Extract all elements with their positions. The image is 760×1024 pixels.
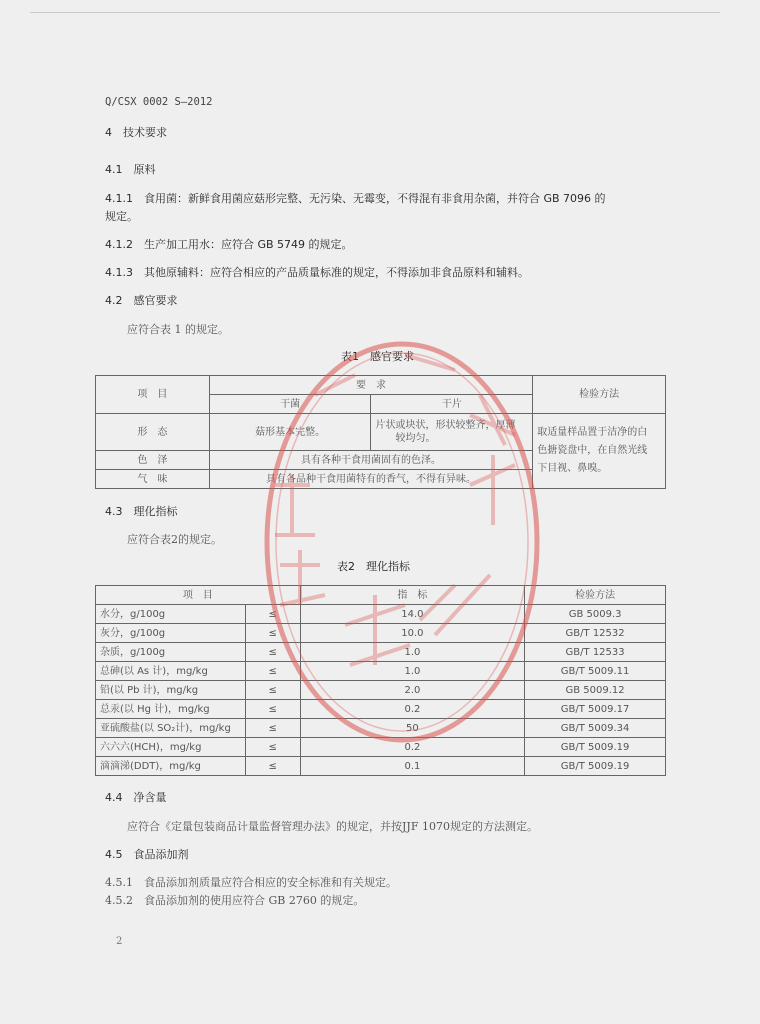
section-4-1-2: 4.1.2 生产加工用水：应符合 GB 5749 的规定。 bbox=[105, 238, 353, 251]
t2-header-item: 项 目 bbox=[96, 586, 301, 605]
page-number: 2 bbox=[116, 936, 123, 947]
t2-value-cell: 0.2 bbox=[300, 700, 525, 719]
t2-item-cell: 滴滴涕(DDT)，mg/kg bbox=[96, 757, 246, 776]
t1-slice-line1: 片状或块状，形状较整齐，厚薄 bbox=[375, 420, 516, 431]
t2-operator-cell: ≤ bbox=[245, 757, 300, 776]
t2-method-cell: GB/T 12532 bbox=[525, 624, 666, 643]
t2-method-cell: GB/T 12533 bbox=[525, 643, 666, 662]
t2-operator-cell: ≤ bbox=[245, 738, 300, 757]
section-4-4-body: 应符合《定量包装商品计量监督管理办法》的规定，并按JJF 1070规定的方法测定。 bbox=[127, 820, 538, 833]
section-4-heading: 4 技术要求 bbox=[105, 126, 167, 139]
t2-value-cell: 1.0 bbox=[300, 643, 525, 662]
t1-row-shape-slice bbox=[371, 414, 533, 451]
t1-header-item: 项 目 bbox=[96, 376, 210, 414]
t1-row-shape-dry: 菇形基本完整。 bbox=[209, 414, 371, 451]
table-row bbox=[96, 757, 666, 776]
physchem-table bbox=[95, 585, 666, 776]
t2-header-method: 检验方法 bbox=[525, 586, 666, 605]
t1-method-cell bbox=[533, 414, 666, 489]
t2-value-cell: 1.0 bbox=[300, 662, 525, 681]
t1-method-line3: 下目视、鼻嗅。 bbox=[537, 463, 608, 474]
t2-method-cell: GB/T 5009.17 bbox=[525, 700, 666, 719]
t2-item-cell: 六六六(HCH)，mg/kg bbox=[96, 738, 246, 757]
t1-header-requirement: 要 求 bbox=[209, 376, 532, 395]
table-row bbox=[96, 719, 666, 738]
t1-row-color-label: 色 泽 bbox=[96, 451, 210, 470]
t1-slice-line2: 较均匀。 bbox=[395, 433, 436, 444]
t2-method-cell: GB 5009.3 bbox=[525, 605, 666, 624]
t1-row-shape-label: 形 态 bbox=[96, 414, 210, 451]
t2-method-cell: GB 5009.12 bbox=[525, 681, 666, 700]
t2-operator-cell: ≤ bbox=[245, 624, 300, 643]
t2-item-cell: 铅(以 Pb 计)，mg/kg bbox=[96, 681, 246, 700]
t2-value-cell: 0.2 bbox=[300, 738, 525, 757]
sensory-table bbox=[95, 375, 666, 489]
t2-item-cell: 总汞(以 Hg 计)，mg/kg bbox=[96, 700, 246, 719]
t1-method-line1: 取适量样品置于洁净的白 bbox=[537, 427, 648, 438]
t1-row-smell-label: 气 味 bbox=[96, 470, 210, 489]
t1-header-slice: 干片 bbox=[371, 395, 533, 414]
t1-header-method: 检验方法 bbox=[533, 376, 666, 414]
t2-value-cell: 0.1 bbox=[300, 757, 525, 776]
t2-item-cell: 亚硫酸盐(以 SO₂计)，mg/kg bbox=[96, 719, 246, 738]
section-4-1-1-line1: 4.1.1 食用菌：新鲜食用菌应菇形完整、无污染、无霉变，不得混有非食用杂菌，并符合 GB 7096 的 bbox=[105, 192, 606, 205]
top-rule bbox=[30, 12, 720, 13]
t2-method-cell: GB/T 5009.19 bbox=[525, 757, 666, 776]
table-row bbox=[96, 662, 666, 681]
section-4-2-heading: 4.2 感官要求 bbox=[105, 294, 178, 307]
t2-operator-cell: ≤ bbox=[245, 681, 300, 700]
t2-method-cell: GB/T 5009.11 bbox=[525, 662, 666, 681]
t1-row-smell-req: 具有各品种干食用菌特有的香气，不得有异味。 bbox=[209, 470, 532, 489]
t2-value-cell: 2.0 bbox=[300, 681, 525, 700]
t2-value-cell: 10.0 bbox=[300, 624, 525, 643]
section-4-5-heading: 4.5 食品添加剂 bbox=[105, 848, 189, 861]
section-4-5-1: 4.5.1 食品添加剂质量应符合相应的安全标准和有关规定。 bbox=[105, 876, 397, 889]
section-4-1-3: 4.1.3 其他原辅料：应符合相应的产品质量标准的规定，不得添加非食品原料和辅料。 bbox=[105, 266, 529, 279]
t2-item-cell: 总砷(以 As 计)，mg/kg bbox=[96, 662, 246, 681]
t2-operator-cell: ≤ bbox=[245, 605, 300, 624]
standard-code: Q/CSX 0002 S—2012 bbox=[105, 96, 213, 108]
t2-item-cell: 灰分，g/100g bbox=[96, 624, 246, 643]
t2-body bbox=[96, 605, 666, 776]
t2-method-cell: GB/T 5009.19 bbox=[525, 738, 666, 757]
t2-operator-cell: ≤ bbox=[245, 719, 300, 738]
t2-item-cell: 杂质，g/100g bbox=[96, 643, 246, 662]
t2-item-cell: 水分，g/100g bbox=[96, 605, 246, 624]
table-row bbox=[96, 624, 666, 643]
section-4-4-heading: 4.4 净含量 bbox=[105, 791, 167, 804]
section-4-1-1-line2: 规定。 bbox=[105, 210, 138, 223]
section-4-3-body: 应符合表2的规定。 bbox=[127, 533, 222, 546]
table-row bbox=[96, 605, 666, 624]
table-row bbox=[96, 643, 666, 662]
section-4-5-2: 4.5.2 食品添加剂的使用应符合 GB 2760 的规定。 bbox=[105, 894, 365, 907]
t2-value-cell: 50 bbox=[300, 719, 525, 738]
t2-value-cell: 14.0 bbox=[300, 605, 525, 624]
section-4-3-heading: 4.3 理化指标 bbox=[105, 505, 178, 518]
table-row bbox=[96, 700, 666, 719]
table2-caption: 表2 理化指标 bbox=[337, 560, 410, 573]
table-row bbox=[96, 681, 666, 700]
table-row bbox=[96, 738, 666, 757]
table1-caption: 表1 感官要求 bbox=[341, 350, 414, 363]
t2-header-index: 指 标 bbox=[300, 586, 525, 605]
t1-header-dry: 干菌 bbox=[209, 395, 371, 414]
t2-operator-cell: ≤ bbox=[245, 643, 300, 662]
t2-method-cell: GB/T 5009.34 bbox=[525, 719, 666, 738]
section-4-1-heading: 4.1 原料 bbox=[105, 163, 156, 176]
section-4-2-body: 应符合表 1 的规定。 bbox=[127, 323, 229, 336]
t2-operator-cell: ≤ bbox=[245, 700, 300, 719]
t2-operator-cell: ≤ bbox=[245, 662, 300, 681]
t1-method-line2: 色搪瓷盘中，在自然光线 bbox=[537, 445, 648, 456]
t1-row-color-req: 具有各种干食用菌固有的色泽。 bbox=[209, 451, 532, 470]
